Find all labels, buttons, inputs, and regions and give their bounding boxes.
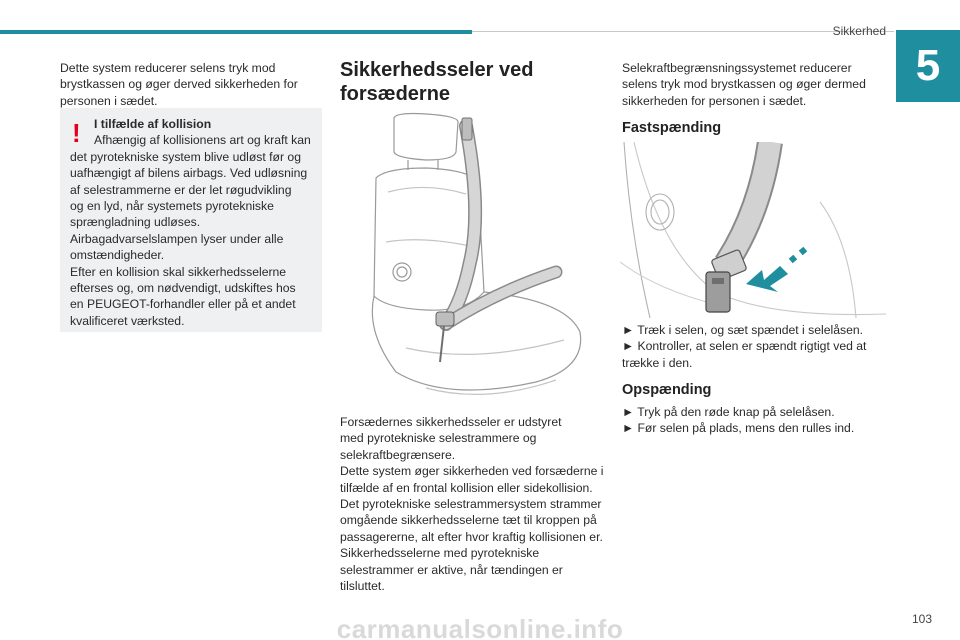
warning-line: en PEUGEOT-forhandler eller på et andet xyxy=(70,297,296,312)
belt-anchor xyxy=(462,118,472,140)
step-line: ► Kontroller, at selen er spændt rigtigt ved at xyxy=(622,339,867,354)
warning-line: Afhængig af kollisionens art og kraft kan xyxy=(94,133,311,148)
warning-line: sprængladning udløses. xyxy=(70,215,201,230)
step-line: trække i den. xyxy=(622,355,693,370)
section-title-line: Sikkerhedsseler ved xyxy=(340,59,534,81)
column2-body xyxy=(340,414,612,594)
seat-knob xyxy=(646,194,674,230)
warning-line: og en lyd, når systemets pyrotekniske xyxy=(70,199,274,214)
header-rule xyxy=(472,31,894,32)
body-line: omgående sikkerhedsselerne tæt til kroppen på xyxy=(340,513,597,528)
fasten-heading: Fastspænding xyxy=(622,120,722,136)
warning-line: af selestrammerne er der let røgudvikling xyxy=(70,182,292,197)
watermark: carmanualsonline.info xyxy=(336,614,624,640)
release-heading: Opspænding xyxy=(622,382,712,398)
body-line: selens tryk mod brystkassen og øger dermed xyxy=(622,77,866,92)
seat-belt-illustration xyxy=(366,112,590,408)
warning-line: Airbagadvarselslampen lyser under alle xyxy=(70,231,284,246)
chapter-tab: 5 xyxy=(896,30,960,102)
column3-intro xyxy=(622,60,872,109)
header-accent-bar xyxy=(0,30,472,34)
insert-arrow-icon xyxy=(746,247,807,292)
body-line: selekraftbegrænsere. xyxy=(340,447,456,462)
release-steps xyxy=(622,404,878,437)
fasten-steps xyxy=(622,322,878,371)
body-line: selestrammer er aktive, når tændingen er xyxy=(340,562,563,577)
body-line: Det pyrotekniske selestrammersystem strammer xyxy=(340,497,602,512)
section-label: Sikkerhed xyxy=(832,24,886,38)
body-line: Dette system øger sikkerheden ved forsæderne i xyxy=(340,464,604,479)
warning-line: efterses og, om nødvendigt, udskiftes hos xyxy=(70,281,296,296)
page-number: 103 xyxy=(911,612,932,626)
body-line: passagererne, alt efter hvor kraftig kollisionen er. xyxy=(340,529,603,544)
warning-line: omstændigheder. xyxy=(70,248,165,263)
body-line: Forsædernes sikkerhedsseler er udstyret xyxy=(340,415,562,429)
body-line: Selekraftbegrænsningssystemet reducerer xyxy=(622,61,852,75)
headrest-outline xyxy=(394,114,458,161)
recline-knob xyxy=(393,263,411,281)
warning-exclamation-icon: ! xyxy=(72,118,81,148)
step-line: ► Tryk på den røde knap på selelåsen. xyxy=(622,405,835,419)
warning-line: det pyrotekniske system blive udløst før og xyxy=(70,149,301,164)
warning-content xyxy=(70,116,318,329)
body-line: tilfælde af en frontal kollision eller sidekollision. xyxy=(340,480,593,495)
warning-line: Efter en kollision skal sikkerhedsselerne xyxy=(70,264,287,279)
section-title-line: forsæderne xyxy=(340,83,451,105)
section-title xyxy=(340,58,610,106)
warning-box xyxy=(60,108,322,332)
body-line: tilsluttet. xyxy=(340,579,385,594)
body-line: Sikkerhedsselerne med pyrotekniske xyxy=(340,546,540,561)
step-line: ► Træk i selen, og sæt spændet i selelåsen. xyxy=(622,323,864,337)
belt-buckle xyxy=(436,312,454,326)
column1-intro xyxy=(60,60,322,109)
warning-line: kvalificeret værksted. xyxy=(70,313,185,328)
body-line: med pyrotekniske selestrammere og xyxy=(340,431,537,446)
warning-title: I tilfælde af kollision xyxy=(94,117,212,131)
body-line: sikkerheden for personen i sædet. xyxy=(622,93,807,108)
step-line: ► Før selen på plads, mens den rulles ind. xyxy=(622,421,855,436)
warning-line: uafhængigt af bilens airbags. Ved udløsning xyxy=(70,166,308,181)
buckle-illustration xyxy=(620,142,886,318)
intro-paragraph: Dette system reducerer selens tryk mod brystkassen og øger derved sikkerheden for personen i sædet. xyxy=(60,61,298,108)
